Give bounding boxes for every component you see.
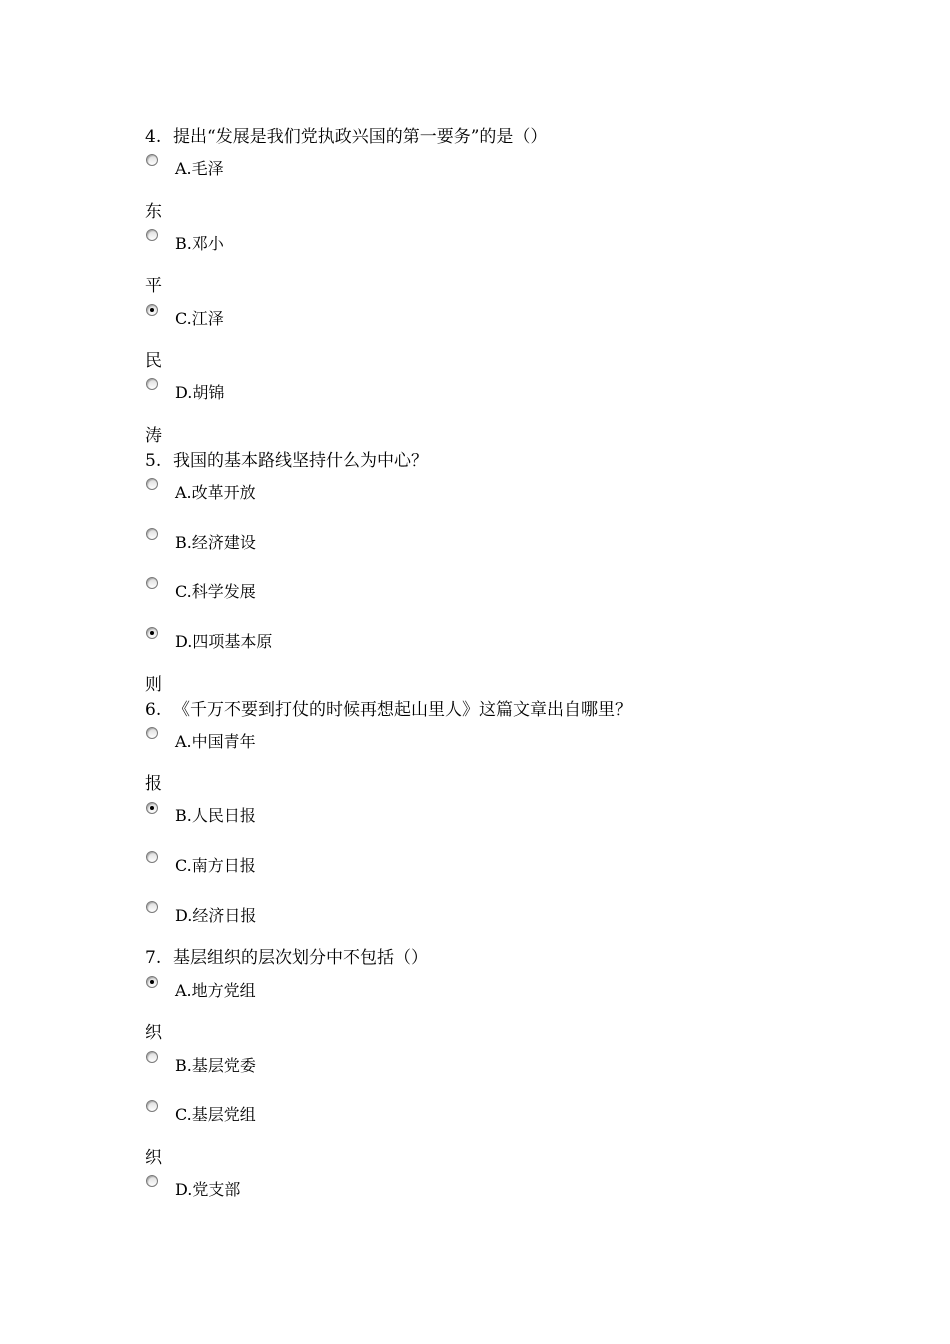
- q6-option-a-label: A.中国青年: [175, 732, 256, 751]
- q5-option-d-label: D.四项基本原: [175, 632, 273, 651]
- q6-option-a-wrap: 报: [145, 774, 162, 794]
- q6-option-a-radio[interactable]: [146, 727, 158, 739]
- q7-option-a-label: A.地方党组: [175, 981, 256, 1000]
- q4-option-c-label: C.江泽: [175, 309, 224, 328]
- q6-option-b-label: B.人民日报: [175, 806, 256, 825]
- q4-option-d-wrap: 涛: [145, 426, 162, 446]
- q5-option-d-radio[interactable]: [146, 627, 158, 639]
- question-text: 提出“发展是我们党执政兴国的第一要务”的是（）: [173, 127, 548, 147]
- q7-option-d-radio[interactable]: [146, 1175, 158, 1187]
- q6-option-d-radio[interactable]: [146, 901, 158, 913]
- q7-option-b-radio[interactable]: [146, 1051, 158, 1063]
- q7-option-c-radio[interactable]: [146, 1100, 158, 1112]
- q7-option-c-label: C.基层党组: [175, 1105, 256, 1124]
- q4-option-c-radio[interactable]: [146, 304, 158, 316]
- q5-option-a-label: A.改革开放: [175, 483, 256, 502]
- q5-option-b-radio[interactable]: [146, 528, 158, 540]
- question-number: 4.: [145, 127, 162, 147]
- q4-option-d-radio[interactable]: [146, 378, 158, 390]
- q5-option-b-label: B.经济建设: [175, 533, 256, 552]
- q4-option-a-radio[interactable]: [146, 154, 158, 166]
- question-number: 5.: [145, 451, 162, 471]
- q7-option-d-label: D.党支部: [175, 1180, 241, 1199]
- question-6-title: [145, 699, 632, 721]
- q7-option-a-wrap: 织: [145, 1023, 162, 1043]
- q4-option-b-wrap: 平: [145, 276, 162, 296]
- q5-option-a-radio[interactable]: [146, 478, 158, 490]
- question-number: 7.: [145, 948, 162, 968]
- question-text: 基层组织的层次划分中不包括（）: [173, 948, 428, 968]
- q5-option-c-radio[interactable]: [146, 577, 158, 589]
- question-number: 6.: [145, 700, 162, 720]
- q6-option-d-label: D.经济日报: [175, 906, 257, 925]
- q7-option-a-radio[interactable]: [146, 976, 158, 988]
- q7-option-b-label: B.基层党委: [175, 1056, 256, 1075]
- q4-option-b-radio[interactable]: [146, 229, 158, 241]
- q4-option-a-wrap: 东: [145, 202, 162, 222]
- q6-option-b-radio[interactable]: [146, 802, 158, 814]
- q4-option-c-wrap: 民: [145, 351, 162, 371]
- question-text: 我国的基本路线坚持什么为中心？: [173, 451, 428, 471]
- q6-option-c-radio[interactable]: [146, 851, 158, 863]
- question-7-title: [145, 947, 428, 969]
- q6-option-c-label: C.南方日报: [175, 856, 256, 875]
- q4-option-d-label: D.胡锦: [175, 383, 225, 402]
- question-4-title: [145, 126, 547, 148]
- q7-option-c-wrap: 织: [145, 1148, 162, 1168]
- q4-option-a-label: A.毛泽: [175, 159, 224, 178]
- question-text: 《千万不要到打仗的时候再想起山里人》这篇文章出自哪里？: [173, 700, 632, 720]
- q5-option-d-wrap: 则: [145, 675, 162, 695]
- q4-option-b-label: B.邓小: [175, 234, 224, 253]
- question-5-title: [145, 450, 428, 472]
- q5-option-c-label: C.科学发展: [175, 582, 256, 601]
